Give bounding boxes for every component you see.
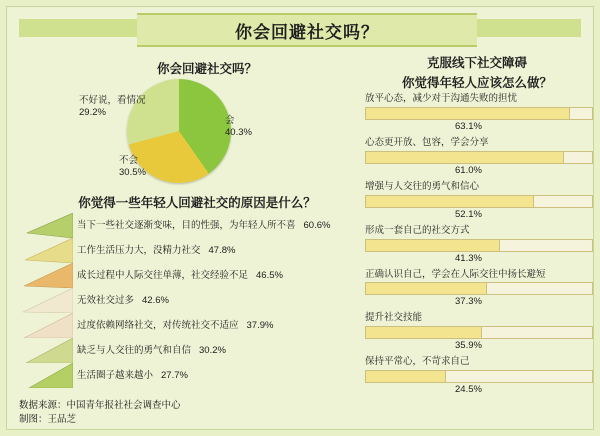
solution-label-7: 保持平常心，不苛求自己 — [365, 356, 470, 368]
solution-bar-fill-1 — [366, 108, 570, 119]
solution-bar-fill-5 — [366, 283, 487, 294]
reason-row — [21, 263, 371, 288]
solution-bar-fill-4 — [366, 240, 500, 251]
reason-value-5: 37.9% — [246, 320, 274, 331]
solution-bar-fill-3 — [366, 196, 534, 207]
reason-value-2: 47.8% — [208, 245, 236, 256]
reason-text-4 — [77, 292, 169, 306]
solution-bar-fill-2 — [366, 152, 564, 163]
reason-label-1: 当下一些社交逐渐变味，目的性强，为年轻人所不喜 — [77, 220, 296, 231]
reason-label-3: 成长过程中人际交往单薄，社交经验不足 — [77, 270, 249, 281]
reason-wedge-icon — [21, 338, 73, 363]
pie-label-buhaoshuo-name: 不好说，看情况 — [79, 95, 146, 106]
reason-text-7 — [77, 367, 188, 381]
solution-bar-fill-7 — [366, 371, 446, 382]
reason-value-7: 27.7% — [161, 370, 188, 381]
solution-row — [365, 356, 593, 395]
solution-label-1: 放平心态，减少对于沟通失败的担忧 — [365, 93, 518, 104]
reason-label-7: 生活圈子越来越小 — [77, 370, 154, 381]
solution-bar-track-7 — [365, 370, 593, 383]
page-title-text: 你会回避社交吗？ — [235, 22, 379, 42]
reason-text-1 — [77, 217, 330, 231]
reason-row — [21, 213, 371, 238]
reason-value-4: 42.6% — [142, 295, 169, 306]
pie-label-buhaoshuo-value: 29.2% — [79, 106, 106, 118]
solution-label-6: 提升社交技能 — [365, 312, 423, 324]
reason-value-1: 60.6% — [303, 220, 331, 231]
solution-label-5: 正确认识自己，学会在人际交往中扬长避短 — [365, 268, 546, 280]
solutions-chart — [365, 93, 593, 400]
solution-value-5: 37.3% — [455, 296, 482, 308]
reasons-chart — [21, 213, 371, 393]
reason-wedge-icon — [21, 288, 73, 313]
solution-row — [365, 181, 593, 220]
reason-value-3: 46.5% — [256, 270, 283, 281]
solutions-title-line2: 你觉得年轻人应该怎么做？ — [401, 76, 552, 90]
solution-row — [365, 312, 593, 351]
reason-row — [21, 238, 371, 263]
solutions-chart-title — [357, 53, 597, 91]
solution-label-3: 增强与人交往的勇气和信心 — [365, 180, 480, 192]
solution-bar-track-5 — [365, 282, 593, 295]
reason-label-5: 过度依赖网络社交，对传统社交不适应 — [77, 320, 239, 331]
solution-value-7: 24.5% — [455, 384, 482, 396]
reason-label-2: 工作生活压力大，没精力社交 — [77, 245, 201, 256]
pie-label-buhui-name: 不会 — [119, 155, 139, 166]
solution-value-3: 52.1% — [455, 208, 482, 220]
reason-wedge-icon — [21, 363, 73, 388]
reason-wedge-icon — [21, 263, 73, 288]
reasons-chart-title: 你觉得一些年轻人回避社交的原因是什么？ — [78, 196, 316, 210]
reason-wedge-icon — [21, 238, 73, 263]
reason-row — [21, 288, 371, 313]
reason-row — [21, 313, 371, 338]
reason-text-3 — [77, 267, 283, 281]
solution-label-4: 形成一套自己的社交方式 — [365, 224, 470, 236]
solution-bar-track-4 — [365, 239, 593, 252]
solution-row — [365, 225, 593, 264]
pie-label-buhaoshuo — [79, 95, 146, 119]
title-band-left-accent — [19, 19, 139, 37]
solution-row — [365, 137, 593, 176]
solution-value-4: 41.3% — [455, 252, 482, 264]
solution-value-6: 35.9% — [455, 340, 482, 352]
source-line-1: 数据来源：中国青年报社社会调查中心 — [19, 400, 181, 411]
source-note — [19, 399, 181, 428]
reason-row — [21, 363, 371, 388]
solution-bar-track-6 — [365, 326, 593, 339]
solution-bar-track-3 — [365, 195, 593, 208]
reason-wedge-icon — [21, 313, 73, 338]
solutions-title-line1: 克服线下社交障碍 — [426, 56, 527, 70]
solution-label-2: 心态更开放、包容，学会分享 — [365, 136, 489, 148]
source-line-2: 制图：王品芝 — [19, 414, 77, 426]
solution-bar-track-1 — [365, 107, 593, 120]
solution-row — [365, 269, 593, 308]
solution-value-1: 63.1% — [455, 120, 482, 132]
pie-label-buhui-value: 30.5% — [119, 166, 146, 178]
reason-text-6 — [77, 342, 226, 356]
reason-wedge-icon — [21, 213, 73, 238]
reason-text-2 — [77, 242, 235, 256]
poster-frame — [6, 6, 594, 430]
solution-bar-track-2 — [365, 151, 593, 164]
reason-text-5 — [77, 317, 273, 331]
pie-label-buhui — [119, 155, 146, 179]
title-band-right-accent — [461, 19, 581, 37]
solution-value-2: 61.0% — [455, 164, 482, 176]
pie-label-hui — [225, 115, 252, 139]
pie-chart-title: 你会回避社交吗？ — [156, 62, 257, 76]
reason-label-4: 无效社交过多 — [77, 295, 135, 306]
pie-label-hui-value: 40.3% — [225, 126, 252, 138]
reason-value-6: 30.2% — [199, 345, 226, 356]
pie-label-hui-name: 会 — [225, 115, 235, 126]
solution-row — [365, 93, 593, 132]
reason-label-6: 缺乏与人交往的勇气和自信 — [77, 345, 192, 356]
reason-row — [21, 338, 371, 363]
page-title — [137, 13, 477, 47]
solution-bar-fill-6 — [366, 327, 482, 338]
